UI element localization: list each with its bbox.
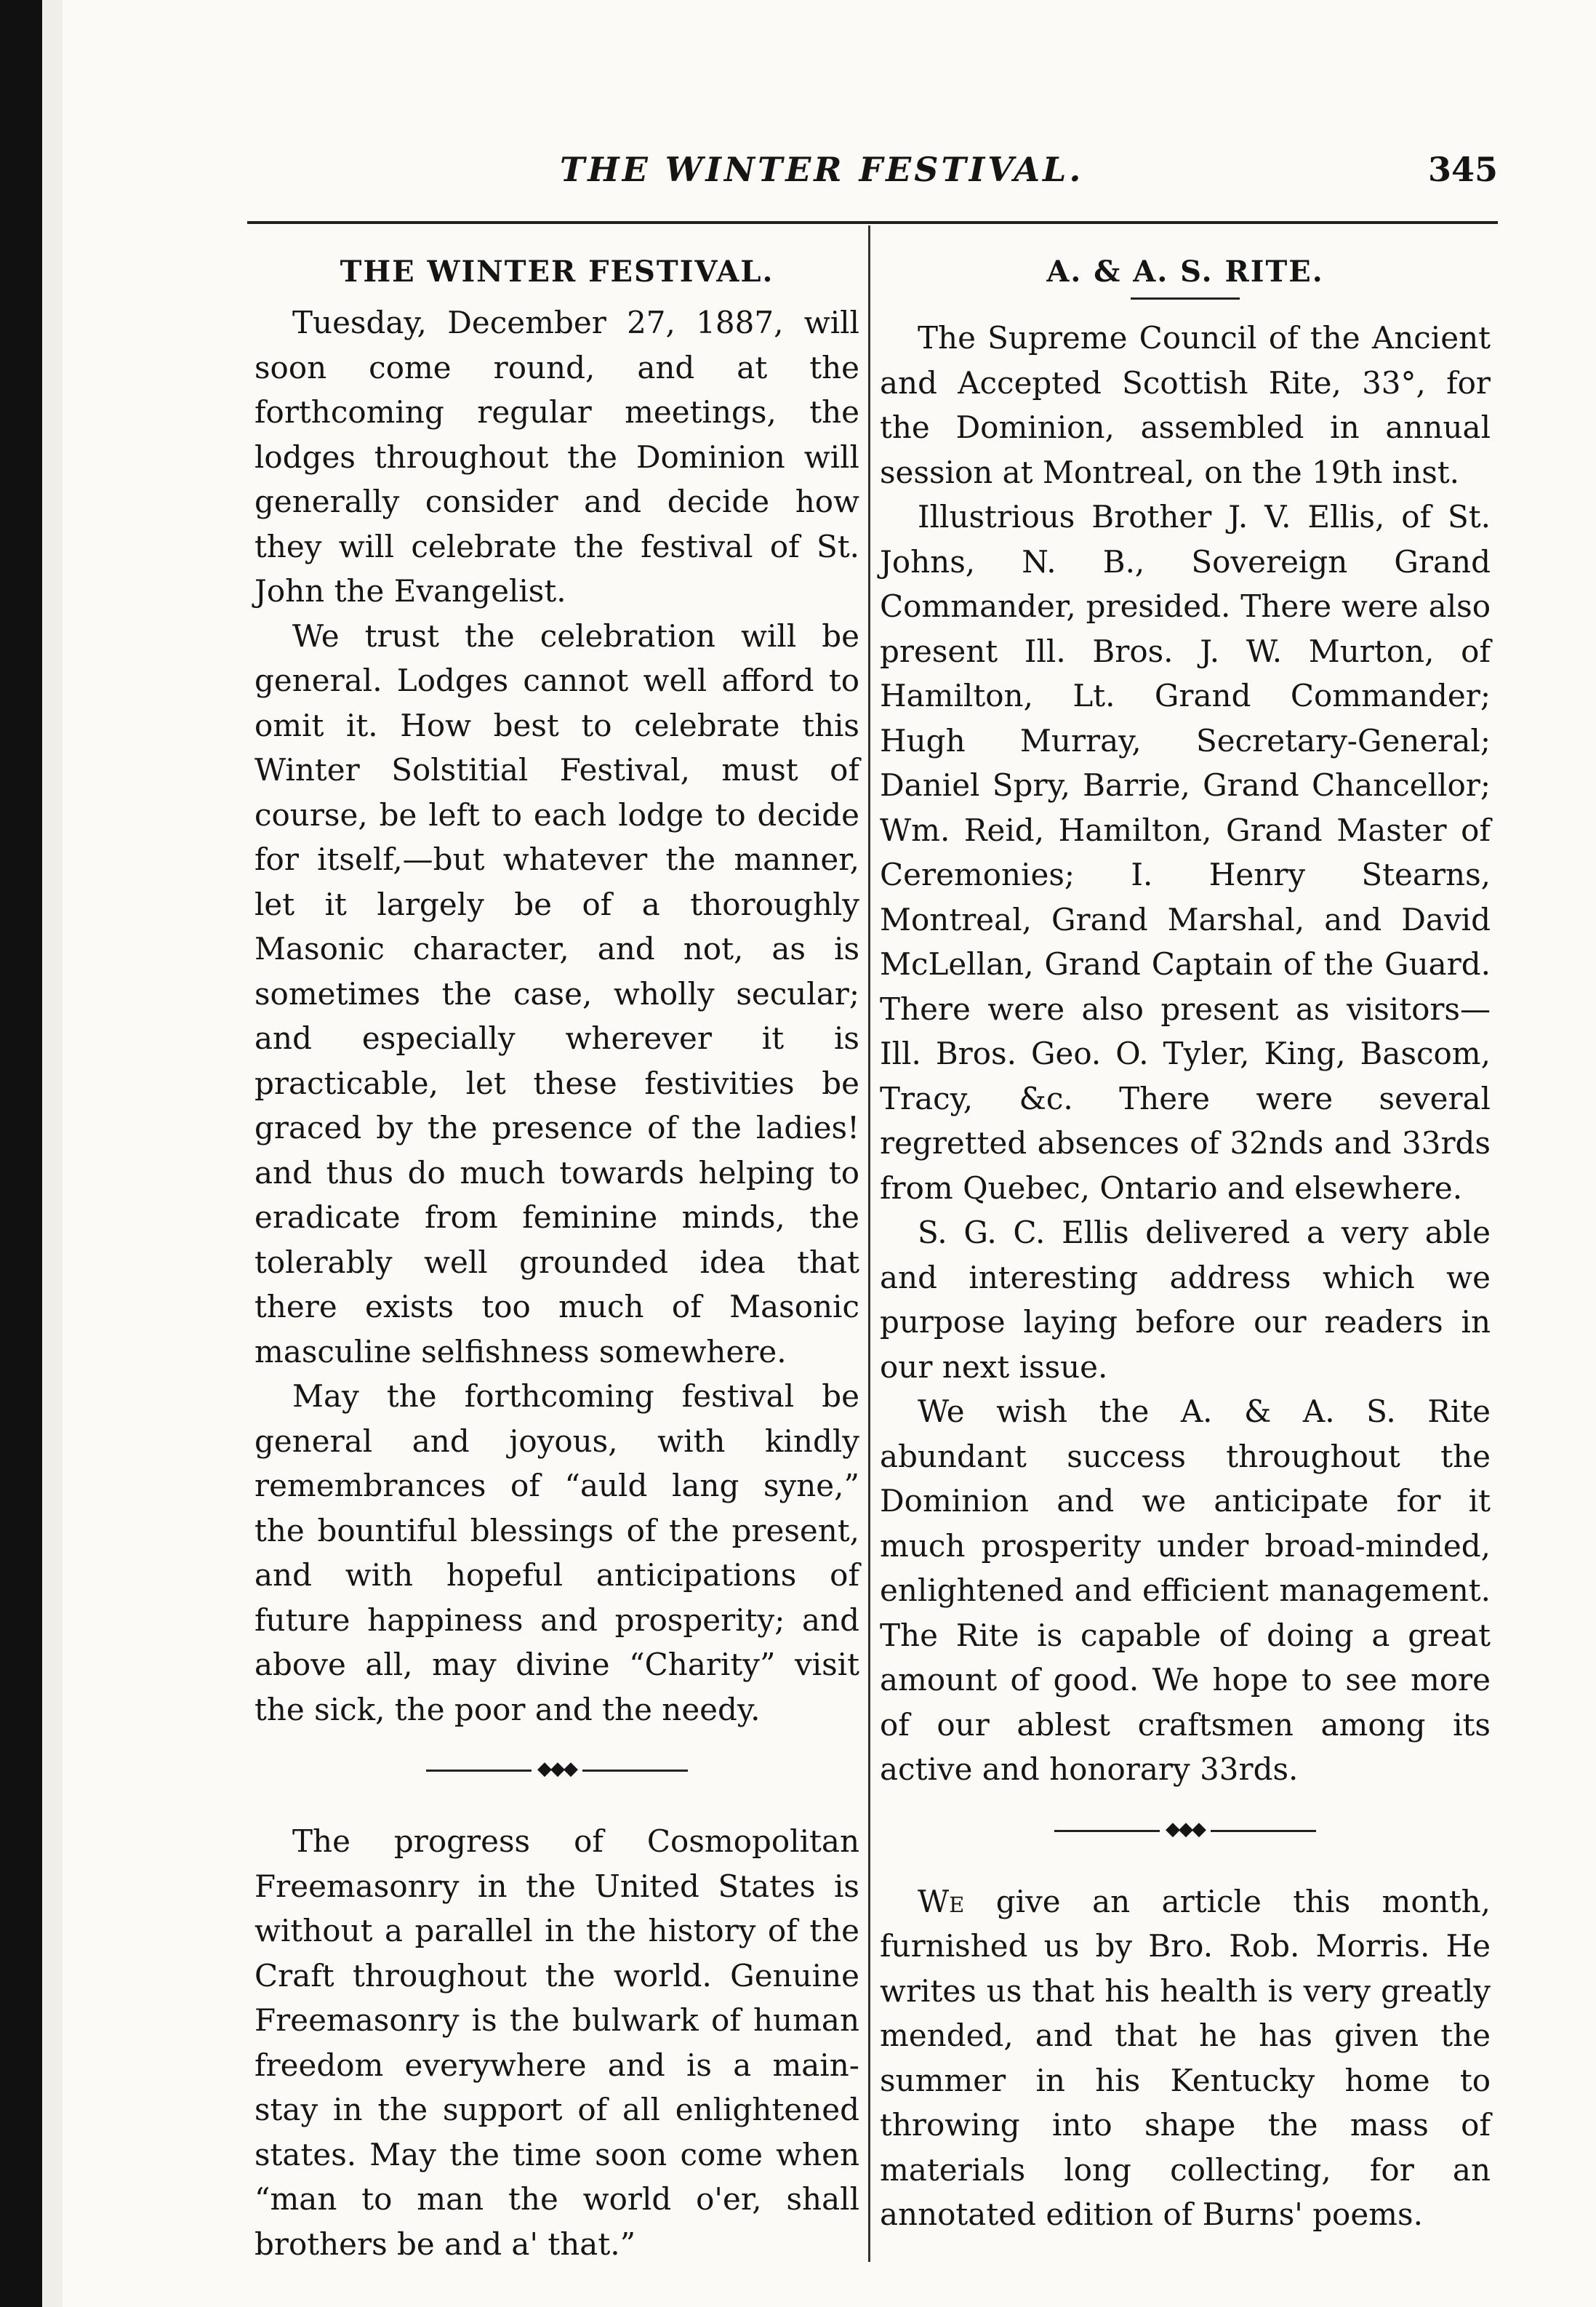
column-divider [868,225,870,2262]
paragraph-morris [880,1879,1491,2237]
paragraph: The Supreme Council of the Ancient and Accepted Scottish Rite, 33°, for the Dominion, assembled in annual session at Montreal, on the 19th inst. [880,320,1491,490]
separator-ornament: ◆◆◆ [532,1758,582,1780]
paragraph: We trust the celebration will be general. Lodges cannot well afford to omit it. How best to celebrate this Winter Solstitial Festival, must of course, be left to each lodge to decide for itself,—but whatever the manner, let it largely be of a thoroughly Masonic character, and not, as is sometimes the case, wholly secular; and especially wherever it is practicable, let these festivities be graced by the presence of the ladies! and thus do much towards helping to eradicate from feminine minds, the tolerably well grounded idea that there exists too much of Masonic masculine selfishness somewhere. [254,617,859,1370]
page-header [247,143,1498,208]
paragraph: S. G. C. Ellis delivered a very able and interesting address which we purpose laying before our readers in our next issue. [880,1215,1491,1385]
page-gutter [42,0,63,2307]
article-heading-scottish-rite: A. & A. S. RITE. [1046,255,1324,289]
page-number: 345 [1427,150,1498,189]
heading-underline [1131,297,1240,300]
paragraph: Illustrious Brother J. V. Ellis, of St. Johns, N. B., Sovereign Grand Commander, presided. There were also present Ill. Bros. J. W. Murton, of Hamilton, Lt. Grand Commander; Hugh Murray, Secretary-General; Daniel Spry, Barrie, Grand Chancellor; Wm. Reid, Hamilton, Grand Master of Ceremonies; I. Henry Stearns, Montreal, Grand Marshal, and David McLellan, Grand Captain of the Guard. There were also present as visitors—Ill. Bros. Geo. O. Tyler, King, Bascom, Tracy, &c. There were several regretted absences of 32nds and 33rds from Quebec, Ontario and elsewhere. [880,499,1491,1206]
paragraph-body: give an article this month, furnished us by Bro. Rob. Morris. He writes us that his health is very greatly mended, and that he has given the summer in his Kentucky home to throwing into shape the mass of materials long collecting, for an annotated edition of Burns' poems. [880,1883,1491,2232]
section-separator [254,1732,859,1819]
right-column [880,240,1491,2276]
paragraph: Tuesday, December 27, 1887, will soon come round, and at the forthcoming regular meetings, the lodges throughout the Dominion will generally consider and decide how they will celebrate the festival of St. John the Evangelist. [254,305,859,609]
separator-ornament: ◆◆◆ [1160,1818,1211,1840]
paragraph: The progress of Cosmopolitan Freemasonry in the United States is without a parallel in the history of the Craft throughout the world. Genuine Freemasonry is the bulwark of human freedom everywhere and is a main-stay in the support of all enlightened states. May the time soon come when “man to man the world o'er, shall brothers be and a' that.” [254,1823,859,2262]
article-heading-winter-festival: THE WINTER FESTIVAL. [340,255,774,289]
paragraph: We wish the A. & A. S. Rite abundant success throughout the Dominion and we anticipate for it much prosperity under broad-minded, enlightened and efficient management. The Rite is capable of doing a great amount of good. We hope to see more of our ablest craftsmen among its active and honorary 33rds. [880,1394,1491,1787]
paragraph-lead-word: We [918,1883,965,1919]
left-column [254,240,859,2276]
header-rule [247,221,1498,224]
section-separator [880,1792,1491,1879]
running-title: THE WINTER FESTIVAL. [560,150,1084,189]
page-binding-edge [0,0,42,2307]
paragraph: May the forthcoming festival be general and joyous, with kindly remembrances of “auld lang syne,” the bountiful blessings of the present, and with hopeful anticipations of future happiness and prosperity; and above all, may divine “Charity” visit the sick, the poor and the needy. [254,1378,859,1727]
